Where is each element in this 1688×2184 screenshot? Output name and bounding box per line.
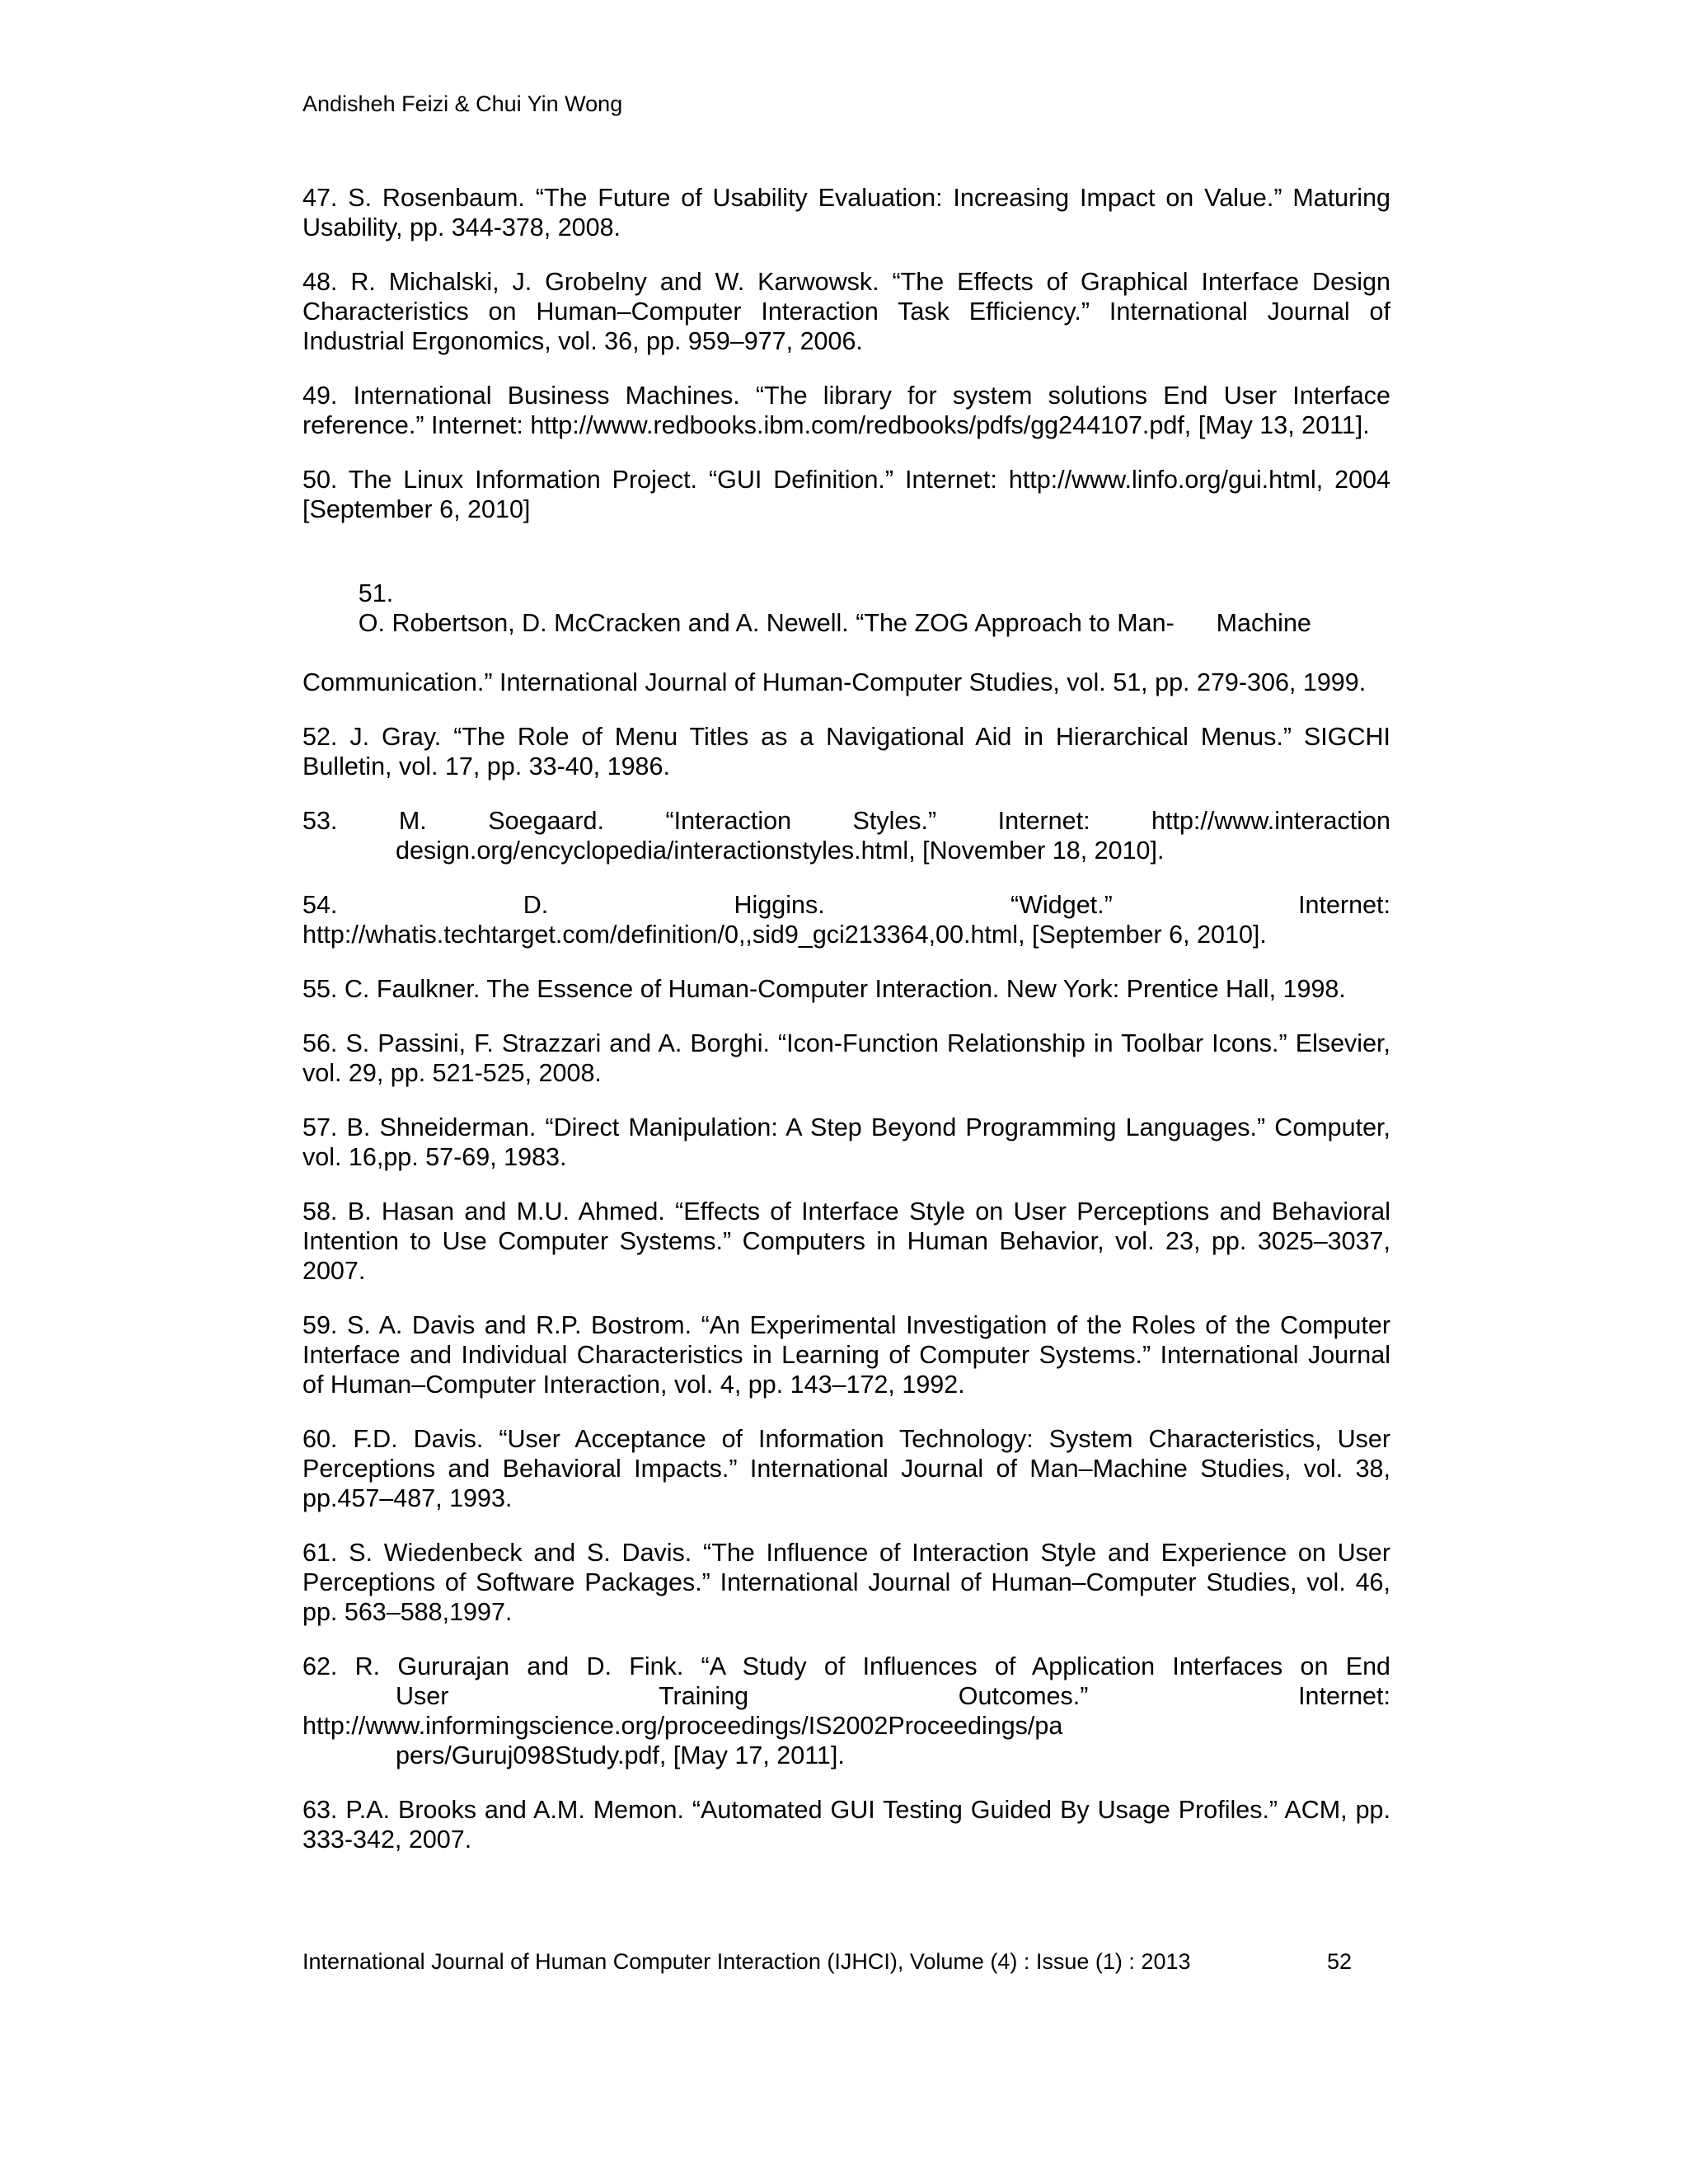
reference-word: D. — [523, 891, 549, 919]
reference-text-line1: O. Robertson, D. McCracken and A. Newell. “The ZOG Approach to Man- Machine — [358, 609, 1311, 637]
reference-line2 — [302, 1681, 1390, 1711]
reference-number: 56. — [302, 1029, 338, 1057]
reference-53 — [302, 806, 1390, 865]
reference-url-start: http://www.interaction — [1151, 807, 1390, 835]
reference-word: “Interaction — [665, 807, 792, 835]
reference-word: Training — [659, 1682, 749, 1710]
reference-55 — [302, 974, 1390, 1004]
reference-text: B. Hasan and M.U. Ahmed. “Effects of Interface Style on User Perceptions and Behavioral Intention to Use Computer Systems.” Computers in Human Behavior, vol. 23, pp. 3025–3037, 2007. — [302, 1197, 1390, 1285]
reference-text: S. Wiedenbeck and S. Davis. “The Influence of Interaction Style and Experience on User Perceptions of Software Packages.” International Journal of Human–Computer Studies, vol. 46, pp. 563–588,1997. — [302, 1539, 1391, 1626]
reference-word: Internet: — [1298, 1682, 1390, 1710]
reference-number: 54. — [302, 891, 338, 919]
reference-word: Outcomes.” — [958, 1682, 1089, 1710]
reference-word: Styles.” — [852, 807, 937, 835]
reference-text: F.D. Davis. “User Acceptance of Information Technology: System Characteristics, User Perceptions and Behavioral Impacts.” International Journal of Man–Machine Studies, vol. 38, pp.457–487, 1993. — [302, 1425, 1390, 1512]
reference-61 — [302, 1538, 1390, 1627]
reference-word: “Widget.” — [1010, 891, 1113, 919]
reference-number: 51. — [358, 579, 394, 607]
reference-word: User — [396, 1682, 449, 1710]
reference-50 — [302, 465, 1390, 524]
reference-line3: http://www.informingscience.org/proceedings/IS2002Proceedings/pa — [302, 1712, 1063, 1740]
reference-text: S. Passini, F. Strazzari and A. Borghi. “Icon-Function Relationship in Toolbar Icons.” Elsevier, vol. 29, pp. 521-525, 2008. — [302, 1029, 1390, 1087]
reference-text: B. Shneiderman. “Direct Manipulation: A Step Beyond Programming Languages.” Computer, vol. 16,pp. 57-69, 1983. — [302, 1113, 1390, 1171]
reference-text: S. Rosenbaum. “The Future of Usability Evaluation: Increasing Impact on Value.” Maturing Usability, pp. 344-378, 2008. — [302, 184, 1390, 241]
reference-text: The Linux Information Project. “GUI Definition.” Internet: http://www.linfo.org/gui.html, 2004 [September 6, 2010] — [302, 466, 1390, 523]
reference-number: 61. — [302, 1539, 338, 1567]
reference-62 — [302, 1652, 1390, 1770]
reference-text: J. Gray. “The Role of Menu Titles as a Navigational Aid in Hierarchical Menus.” SIGCHI Bulletin, vol. 17, pp. 33-40, 1986. — [302, 723, 1390, 780]
reference-51 — [302, 549, 1390, 697]
reference-word: M. — [398, 807, 427, 835]
reference-word: Higgins. — [734, 891, 825, 919]
reference-number: 50. — [302, 466, 338, 494]
reference-line4: pers/Guruj098Study.pdf, [May 17, 2011]. — [396, 1741, 845, 1769]
reference-text: P.A. Brooks and A.M. Memon. “Automated GUI Testing Guided By Usage Profiles.” ACM, pp. 333-342, 2007. — [302, 1796, 1390, 1854]
reference-52 — [302, 722, 1390, 781]
reference-57 — [302, 1113, 1390, 1172]
reference-number: 49. — [302, 382, 338, 410]
reference-line1: 62. R. Gururajan and D. Fink. “A Study of Influences of Application Interfaces on End — [302, 1652, 1390, 1680]
reference-text: International Business Machines. “The library for system solutions End User Interface reference.” Internet: http://www.redbooks.ibm.com/redbooks/pdfs/gg244107.pdf, [May 13, 2011]. — [302, 382, 1390, 439]
reference-59 — [302, 1310, 1390, 1399]
reference-49 — [302, 381, 1390, 440]
reference-number: 55. — [302, 975, 338, 1003]
reference-text: R. Michalski, J. Grobelny and W. Karwowsk. “The Effects of Graphical Interface Design Characteristics on Human–Computer Interaction Task Efficiency.” International Journal of Industrial Ergonomics, vol. 36, pp. 959–977, 2006. — [302, 268, 1390, 355]
reference-text-rest: Communication.” International Journal of Human-Computer Studies, vol. 51, pp. 279-306, 1999. — [302, 668, 1367, 696]
running-head-authors: Andisheh Feizi & Chui Yin Wong — [302, 91, 623, 116]
page-footer — [302, 1947, 1374, 1976]
reference-number: 48. — [302, 268, 338, 296]
reference-number: 52. — [302, 723, 338, 751]
reference-word: Internet: — [1298, 891, 1390, 919]
reference-line2: design.org/encyclopedia/interactionstyles.html, [November 18, 2010]. — [396, 837, 1165, 865]
reference-word: Internet: — [997, 807, 1090, 835]
reference-text: C. Faulkner. The Essence of Human-Computer Interaction. New York: Prentice Hall, 1998. — [344, 975, 1346, 1003]
reference-line1 — [302, 890, 1390, 920]
reference-number: 47. — [302, 184, 338, 212]
reference-56 — [302, 1029, 1390, 1088]
reference-number: 57. — [302, 1113, 338, 1141]
reference-number: 58. — [302, 1197, 338, 1226]
reference-48 — [302, 267, 1390, 356]
reference-60 — [302, 1424, 1390, 1513]
reference-line1 — [302, 806, 1390, 836]
reference-list — [302, 183, 1390, 1879]
reference-number: 59. — [302, 1311, 338, 1339]
reference-word: Soegaard. — [488, 807, 604, 835]
page-number: 52 — [1327, 1949, 1353, 1974]
reference-54 — [302, 890, 1390, 949]
reference-number: 60. — [302, 1425, 338, 1453]
reference-text: S. A. Davis and R.P. Bostrom. “An Experimental Investigation of the Roles of the Computer Interface and Individual Characteristics in Learning of Computer Systems.” International Journal of Human–Computer Interaction, vol. 4, pp. 143–172, 1992. — [302, 1311, 1390, 1399]
reference-number: 53. — [302, 807, 338, 835]
reference-63 — [302, 1795, 1390, 1854]
reference-58 — [302, 1197, 1390, 1286]
reference-47 — [302, 183, 1390, 242]
reference-number: 63. — [302, 1796, 338, 1824]
reference-line2: http://whatis.techtarget.com/definition/0,,sid9_gci213364,00.html, [September 6, 2010]. — [302, 921, 1267, 949]
footer-journal: International Journal of Human Computer Interaction (IJHCI), Volume (4) : Issue (1) : 2013 — [302, 1949, 1191, 1974]
